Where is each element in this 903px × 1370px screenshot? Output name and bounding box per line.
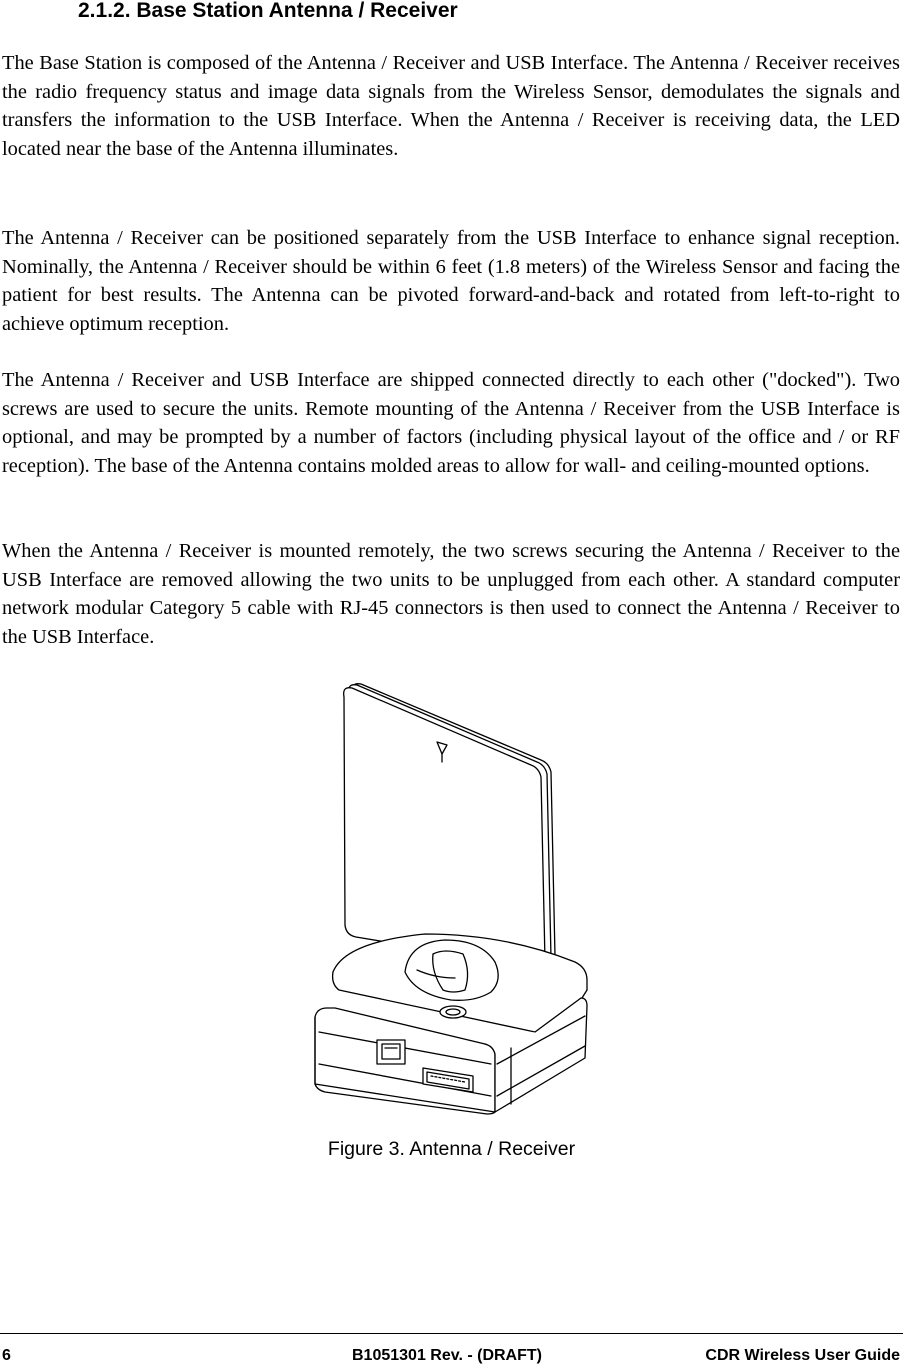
footer-guide-title: CDR Wireless User Guide xyxy=(705,1347,900,1364)
footer-document-id: B1051301 Rev. - (DRAFT) xyxy=(352,1347,542,1364)
section-heading: 2.1.2. Base Station Antenna / Receiver xyxy=(78,0,458,22)
paragraph-docking: The Antenna / Receiver and USB Interface are shipped connected directly to each other ("docked"). Two screws are used to secure the units. Remote mounting of the Antenna / Receiver from the USB Interface is optional, and may be prompted by a number of factors (including physical layout of the office and / or RF reception). The base of the Antenna contains molded areas to allow for wall- and ceiling-mounted options. xyxy=(2,369,900,477)
paragraph-remote-mounting: When the Antenna / Receiver is mounted remotely, the two screws securing the Antenna / Receiver to the USB Interface are removed allowing the two units to be unplugged from each other. A standard computer network modular Category 5 cable with RJ-45 connectors is then used to connect the Antenna / Receiver to the USB Interface. xyxy=(2,540,900,648)
footer-divider xyxy=(0,1333,903,1334)
antenna-receiver-illustration-icon xyxy=(305,672,600,1117)
antenna-receiver-figure xyxy=(305,672,600,1117)
paragraph-positioning: The Antenna / Receiver can be positioned separately from the USB Interface to enhance signal reception. Nominally, the Antenna / Receiver should be within 6 feet (1.8 meters) of the Wireless Sensor and facing the patient for best results. The Antenna can be pivoted forward-and-back and rotated from left-to-right to achieve optimum reception. xyxy=(2,227,900,335)
paragraph-base-station: The Base Station is composed of the Antenna / Receiver and USB Interface. The Antenna / Receiver receives the radio frequency status and image data signals from the Wireless Sensor, demodulates the signals and transfers the information to the USB Interface. When the Antenna / Receiver is receiving data, the LED located near the base of the Antenna illuminates. xyxy=(2,52,900,160)
figure-caption: Figure 3. Antenna / Receiver xyxy=(327,1138,576,1160)
footer-page-number: 6 xyxy=(2,1347,11,1364)
